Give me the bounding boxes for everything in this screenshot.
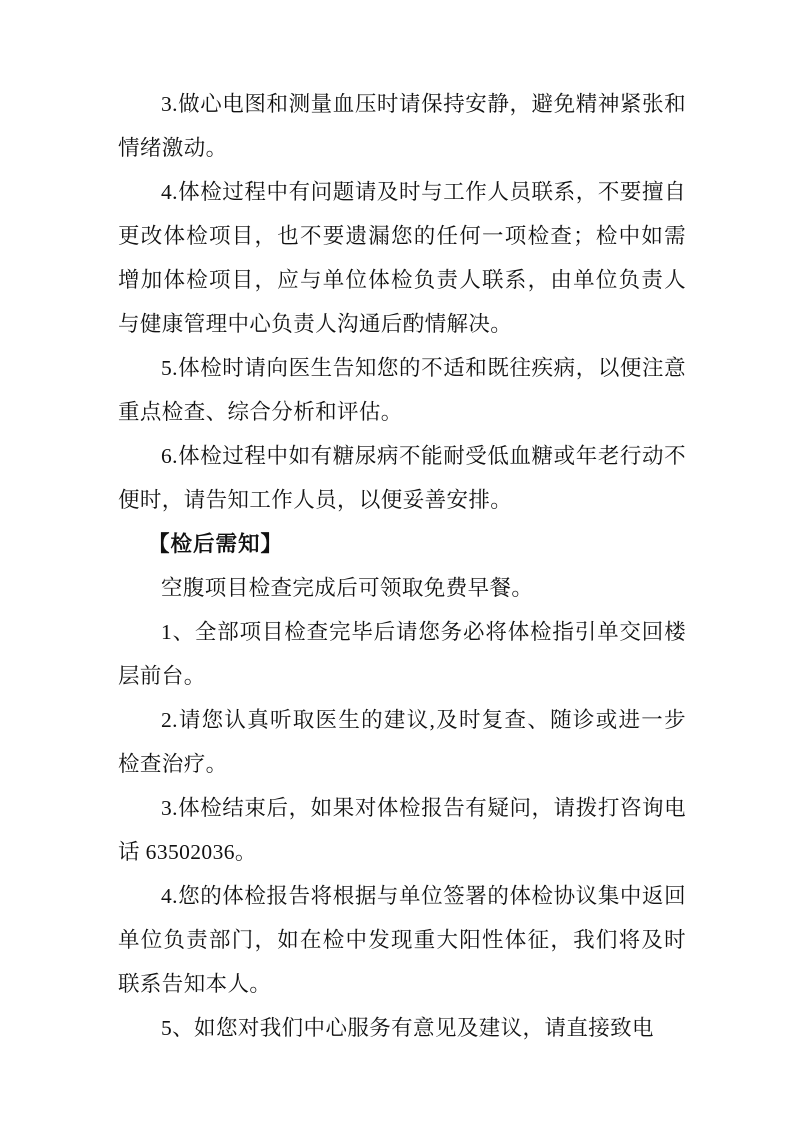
section-heading-after-exam: 【检后需知】 [148,532,284,556]
document-body [118,82,686,1050]
paragraph-item-5-post: 5、如您对我们中心服务有意见及建议，请直接致电 [161,1016,654,1040]
paragraph-item-6-pre: 6.体检过程中如有糖尿病不能耐受低血糖或年老行动不便时，请告知工作人员，以便妥善安排。 [118,444,686,512]
paragraph-item-3-pre: 3.做心电图和测量血压时请保持安静，避免精神紧张和情绪激动。 [118,92,686,160]
paragraph-item-5-pre: 5.体检时请向医生告知您的不适和既往疾病，以便注意重点检查、综合分析和评估。 [118,356,686,424]
paragraph-breakfast-note: 空腹项目检查完成后可领取免费早餐。 [161,576,534,600]
paragraph-item-4-post: 4.您的体检报告将根据与单位签署的体检协议集中返回单位负责部门，如在检中发现重大阳性体征，我们将及时联系告知本人。 [118,884,686,996]
paragraph-item-3-post: 3.体检结束后，如果对体检报告有疑问，请拨打咨询电话 63502036。 [118,796,686,864]
paragraph-item-1-post: 1、全部项目检查完毕后请您务必将体检指引单交回楼层前台。 [118,620,686,688]
paragraph-item-2-post: 2.请您认真听取医生的建议,及时复查、随诊或进一步检查治疗。 [118,708,686,776]
paragraph-item-4-pre: 4.体检过程中有问题请及时与工作人员联系，不要擅自更改体检项目，也不要遗漏您的任何一项检查；检中如需增加体检项目，应与单位体检负责人联系，由单位负责人与健康管理中心负责人沟通后酌情解决。 [118,180,686,336]
